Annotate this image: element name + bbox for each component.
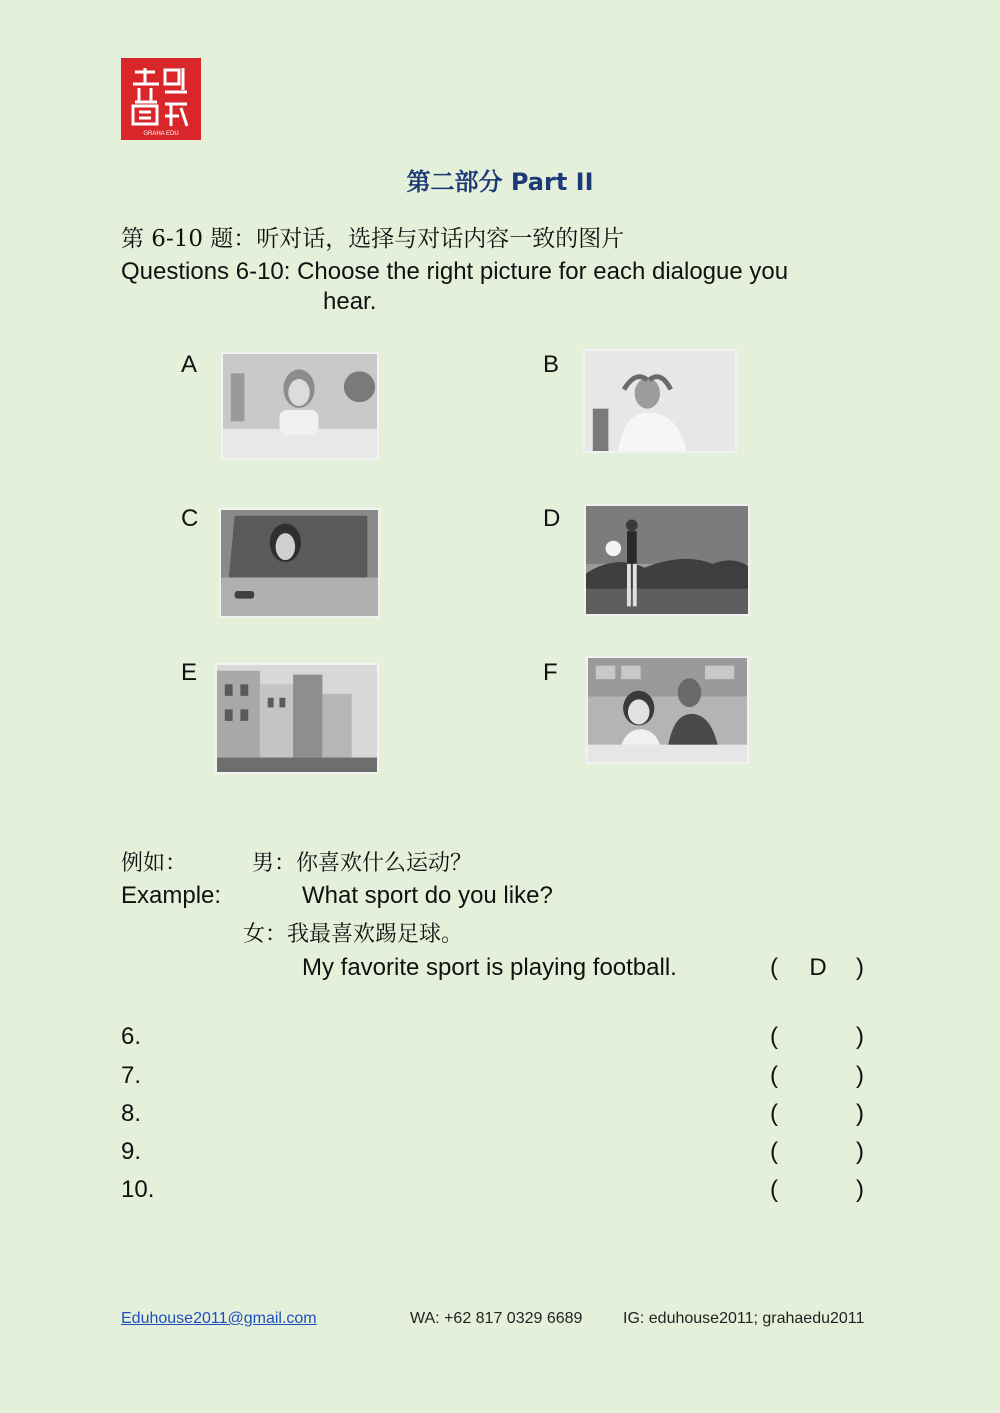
paren-close: ) [856, 1023, 864, 1050]
red-seal-logo-icon [121, 58, 201, 140]
answer-box-8[interactable] [770, 1100, 870, 1130]
example-label-chinese: 例如： [121, 851, 188, 876]
picture-letter-d: D [543, 505, 561, 532]
example-answer-box [770, 954, 870, 984]
paren-close: ) [856, 1100, 864, 1127]
footer-whatsapp: WA: +62 817 0329 6689 [410, 1310, 583, 1327]
answer-box-6[interactable] [770, 1023, 870, 1053]
answer-box-7[interactable] [770, 1062, 870, 1092]
girl-at-desk-photo-icon [221, 352, 379, 460]
instructions-english-line2: hear. [323, 288, 377, 315]
football-player-photo-icon [584, 504, 750, 616]
street-scene-photo-icon [215, 663, 379, 774]
paren-close: ) [856, 954, 864, 981]
paren-open: ( [770, 954, 778, 981]
instructions-chinese: 第 6-10 题：听对话，选择与对话内容一致的图片 [121, 226, 625, 252]
footer-email-link[interactable]: Eduhouse2011@gmail.com [121, 1310, 317, 1327]
answer-box-10[interactable] [770, 1176, 870, 1206]
example-speaker1-chinese: 男：你喜欢什么运动？ [252, 851, 473, 876]
instructions-english-line1: Questions 6-10: Choose the right picture for each dialogue you [121, 258, 789, 285]
picture-letter-b: B [543, 351, 560, 378]
example-label-english: Example: [121, 882, 222, 909]
question-number-6: 6. [121, 1023, 142, 1050]
paren-open: ( [770, 1176, 778, 1203]
paren-open: ( [770, 1100, 778, 1127]
picture-letter-f: F [543, 659, 558, 686]
paren-open: ( [770, 1138, 778, 1165]
paren-close: ) [856, 1138, 864, 1165]
girl-in-taxi-photo-icon [219, 508, 380, 618]
relaxing-man-photo-icon [583, 349, 737, 453]
footer-instagram: IG: eduhouse2011; grahaedu2011 [623, 1310, 865, 1327]
instructions-english [121, 257, 891, 317]
answer-box-9[interactable] [770, 1138, 870, 1168]
section-title: 第二部分 Part II [406, 168, 594, 196]
paren-close: ) [856, 1176, 864, 1203]
paren-open: ( [770, 1062, 778, 1089]
question-number-8: 8. [121, 1100, 142, 1127]
question-number-9: 9. [121, 1138, 142, 1165]
picture-letter-e: E [181, 659, 198, 686]
paren-open: ( [770, 1023, 778, 1050]
example-speaker1-english: What sport do you like? [302, 882, 553, 909]
father-daughter-photo-icon [586, 656, 749, 764]
picture-letter-c: C [181, 505, 199, 532]
example-answer: D [809, 954, 827, 981]
example-speaker2-english: My favorite sport is playing football. [302, 954, 677, 981]
picture-letter-a: A [181, 351, 198, 378]
logo-brand: GRAHA EDU [143, 131, 179, 137]
question-number-7: 7. [121, 1062, 142, 1089]
paren-close: ) [856, 1062, 864, 1089]
example-speaker2-chinese: 女：我最喜欢踢足球。 [243, 922, 464, 947]
question-number-10: 10. [121, 1176, 155, 1203]
